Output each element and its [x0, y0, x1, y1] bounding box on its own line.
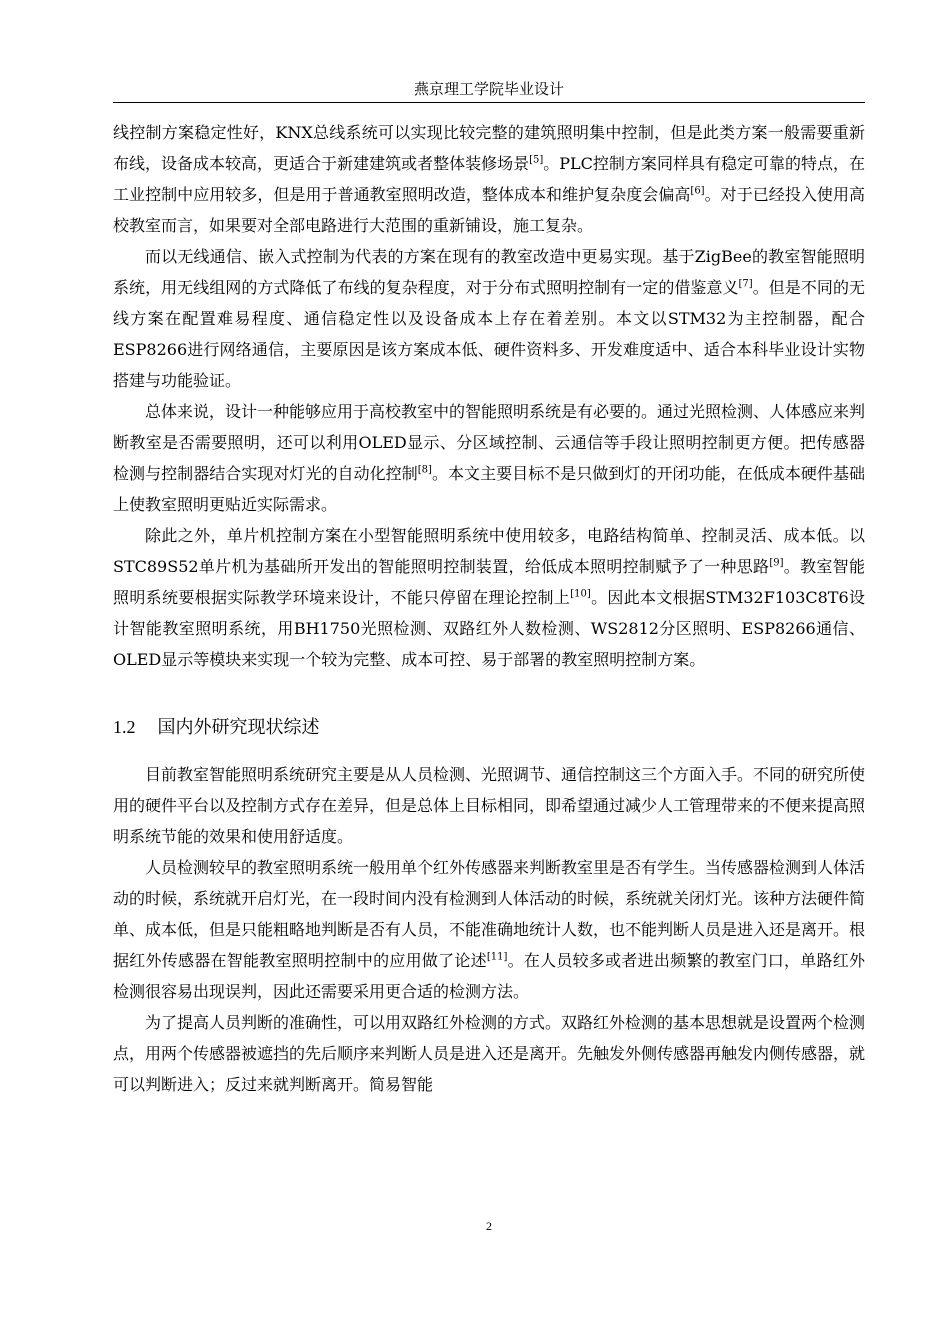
paragraph-text: 目前教室智能照明系统研究主要是从人员检测、光照调节、通信控制这三个方面入手。不同的研究所使用的硬件平台以及控制方式存在差异，但是总体上目标相同，即希望通过减少人工管理带来的不便来提高照明系统节能的效果和使用舒适度。: [113, 765, 866, 846]
paragraph: [113, 759, 865, 852]
paragraph-text: 。教室智能照明系统要根据实际教学环境来设计，不能只停留在理论控制上: [113, 557, 865, 607]
paragraph-text: 线控制方案稳定性好，KNX总线系统可以实现比较完整的建筑照明集中控制，但是此类方案一般需要重新布线，设备成本较高，更适合于新建建筑或者整体装修场景: [113, 123, 865, 173]
paragraph: [113, 241, 865, 396]
page-number: 2: [486, 1219, 492, 1233]
section-title: 国内外研究现状综述: [157, 717, 320, 738]
paragraph-text: 总体来说，设计一种能够应用于高校教室中的智能照明系统是有必要的。通过光照检测、人体感应来判断教室是否需要照明，还可以利用OLED显示、分区域控制、云通信等手段让照明控制更方便。把传感器检测与控制器结合实现对灯光的自动化控制: [113, 402, 866, 483]
citation-ref: [11]: [486, 951, 508, 963]
paragraph-text: 除此之外，单片机控制方案在小型智能照明系统中使用较多，电路结构简单、控制灵活、成本低。以STC89S52单片机为基础所开发出的智能照明控制装置，给低成本照明控制赋予了一种思路: [113, 526, 865, 576]
paragraph-text: 人员检测较早的教室照明系统一般用单个红外传感器来判断教室里是否有学生。当传感器检测到人体活动的时候，系统就开启灯光，在一段时间内没有检测到人体活动的时候，系统就关闭灯光。该种方法硬件简单、成本低，但是只能粗略地判断是否有人员，不能准确地统计人数，也不能判断人员是进入还是离开。根据红外传感器在智能教室照明控制中的应用做了论述: [113, 858, 866, 970]
citation-ref: [5]: [529, 154, 544, 166]
intro-paragraphs: [113, 117, 865, 675]
paragraph-text: 。但是不同的无线方案在配置难易程度、通信稳定性以及设备成本上存在着差别。本文以STM32为主控制器，配合ESP8266进行网络通信，主要原因是该方案成本低、硬件资料多、开发难度适中、适合本科毕业设计实物搭建与功能验证。: [113, 278, 865, 390]
paragraph-text: 。PLC控制方案同样具有稳定可靠的特点，在工业控制中应用较多，但是用于普通教室照明改造，整体成本和维护复杂度会偏高: [113, 154, 865, 204]
citation-ref: [10]: [570, 588, 591, 600]
paragraph-text: 。因此本文根据STM32F103C8T6设计智能教室照明系统，用BH1750光照检测、双路红外人数检测、WS2812分区照明、ESP8266通信、OLED显示等模块来实现一个较为完整、成本可控、易于部署的教室照明控制方案。: [113, 588, 865, 669]
paragraph-text: 。在人员较多或者进出频繁的教室门口，单路红外检测很容易出现误判，因此还需要采用更合适的检测方法。: [113, 951, 865, 1001]
paragraph: [113, 1007, 865, 1100]
paragraph: [113, 117, 865, 241]
citation-ref: [7]: [738, 278, 753, 290]
header-rule: [113, 102, 865, 103]
section-number: 1.2: [113, 717, 136, 737]
paragraph: [113, 520, 865, 675]
citation-ref: [9]: [769, 557, 784, 569]
paragraph-text: 而以无线通信、嵌入式控制为代表的方案在现有的教室改造中更易实现。基于ZigBee的教室智能照明系统，用无线组网的方式降低了布线的复杂程度，对于分布式照明控制有一定的借鉴意义: [113, 247, 865, 297]
paragraph: [113, 852, 865, 1007]
paragraph-text: 。本文主要目标不是只做到灯的开闭功能，在低成本硬件基础上使教室照明更贴近实际需求。: [113, 464, 865, 514]
paragraph-text: 为了提高人员判断的准确性，可以用双路红外检测的方式。双路红外检测的基本思想就是设置两个检测点，用两个传感器被遮挡的先后顺序来判断人员是进入还是离开。先触发外侧传感器再触发内侧传感器，就可以判断进入；反过来就判断离开。简易智能: [113, 1013, 866, 1094]
page-header: 燕京理工学院毕业设计: [413, 80, 564, 98]
paragraph-text: 。对于已经投入使用高校教室而言，如果要对全部电路进行大范围的重新铺设，施工复杂。: [113, 185, 865, 235]
citation-ref: [8]: [417, 464, 432, 476]
paragraph: [113, 396, 865, 520]
section-paragraphs: [113, 759, 865, 1100]
document-body: [113, 117, 865, 1100]
section-heading: [113, 713, 865, 742]
citation-ref: [6]: [690, 185, 705, 197]
